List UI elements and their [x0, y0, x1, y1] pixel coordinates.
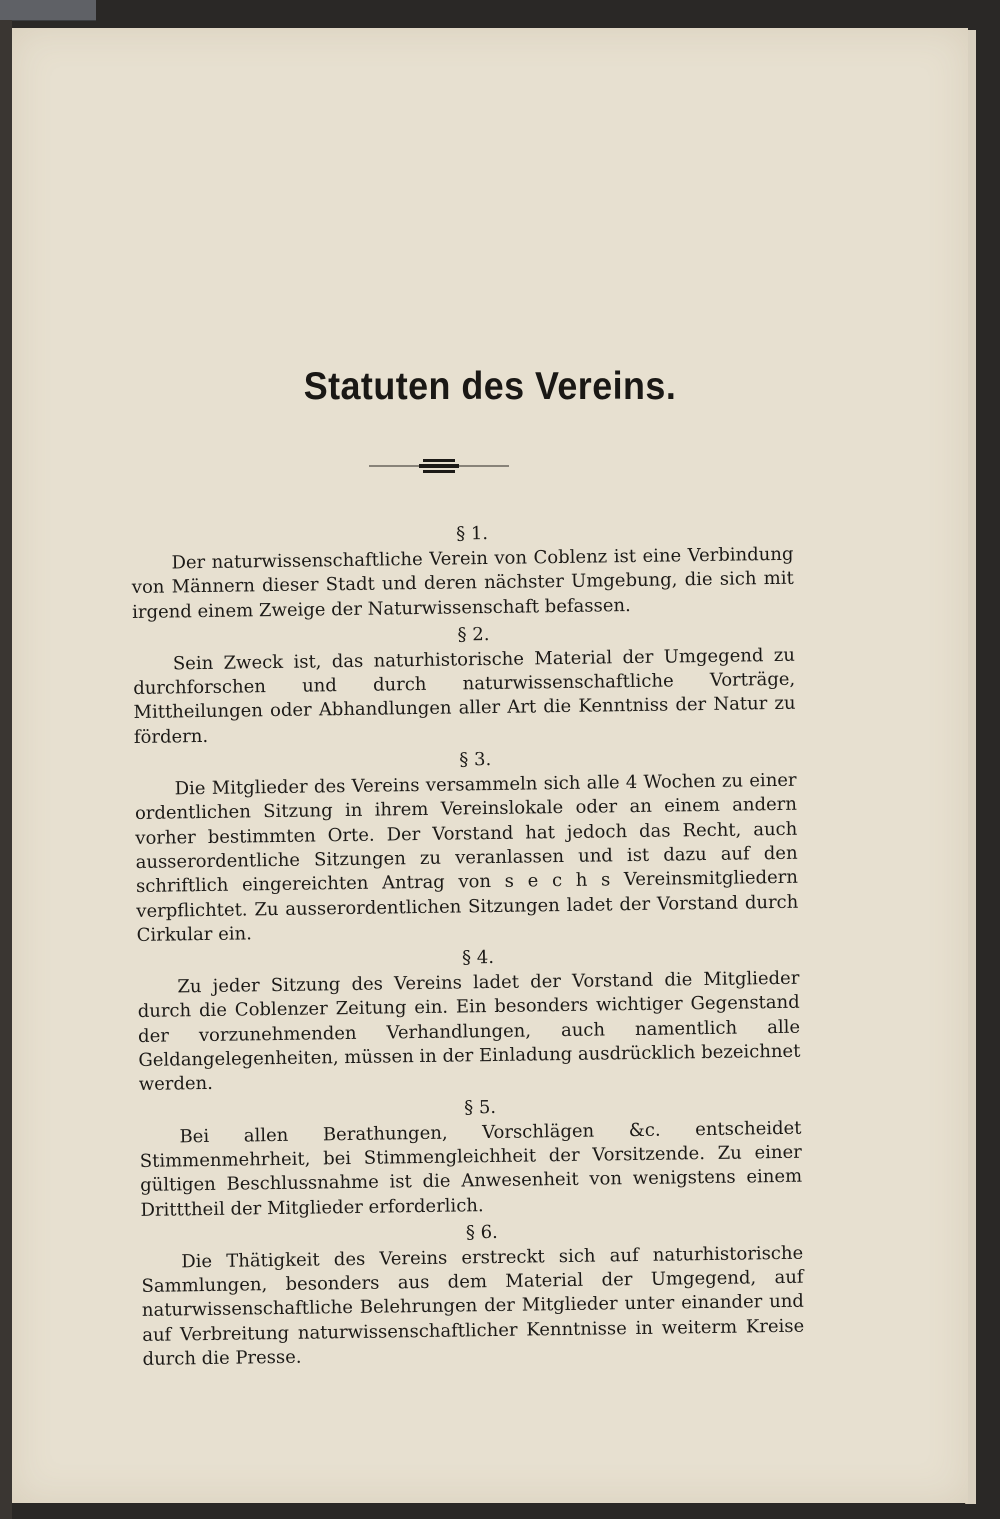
section-text: Der naturwissenschaftliche Verein von Coblenz ist eine Verbindung von Männern dieser Stadt und deren nächster Umgebung, die sich mit irgend einem Zweige der Naturwissenschaft befassen. — [131, 543, 794, 623]
section-number: § 6. — [465, 1221, 498, 1244]
section-number: § 1. — [456, 523, 489, 545]
section-number: § 2. — [457, 623, 490, 646]
section-number: § 4. — [461, 947, 495, 969]
page-title: Statuten des Vereins. — [303, 365, 677, 408]
scan-corner-tab — [0, 0, 96, 21]
section-number: § 5. — [464, 1096, 497, 1119]
section-2 — [132, 620, 796, 750]
section-4 — [137, 943, 801, 1098]
book-spine — [0, 20, 12, 1519]
section-text: Die Thätigkeit des Vereins erstreckt sich auf naturhistorische Sammlungen, besonders aus dem Material der Umgegend, auf naturwissenschaftliche Belehrungen der Mitglieder unter einander und auf Verbreitung naturwissenschaftlicher Kenntnisse in weiterm Kreise durch die Presse. — [141, 1242, 805, 1370]
section-text: Zu jeder Sitzung des Vereins ladet der Vorstand die Mitglieder durch die Coblenzer Zeitung ein. Ein besonders wichtiger Gegenstand der vorzunehmenden Verhandlungen, auch namentlich alle Geldangelegenheiten, müssen in der Einladung ausdrücklich bezeichnet werden. — [137, 967, 801, 1096]
section-5 — [139, 1092, 803, 1222]
section-text: Bei allen Berathungen, Vorschlägen &c. entscheidet Stimmenmehrheit, bei Stimmengleichheit der Vorsitzende. Zu einer gültigen Beschlussnahme ist die Anwesenheit von wenigstens einem Dritttheil der Mitglieder erforderlich. — [139, 1117, 803, 1221]
section-text: Die Mitglieder des Vereins versammeln sich alle 4 Wochen zu einer ordentlichen Sitzung in ihrem Vereinslokale oder an einem andern vorher bestimmten Orte. Der Vorstand hat jedoch das Recht, auch ausserordentliche Sitzungen zu veranlassen und ist dazu auf den schriftlich eingereichten Antrag von s e c h s Vereinsmitgliedern verpflichtet. Zu ausserordentlichen Sitzungen ladet der Vorstand durch Cirkular ein. — [134, 769, 799, 946]
statutes-body — [131, 519, 805, 1376]
section-number: § 3. — [459, 749, 492, 771]
section-3 — [134, 745, 799, 948]
page — [12, 28, 968, 1503]
title-ornament — [369, 454, 509, 480]
section-text: Sein Zweck ist, das naturhistorische Material der Umgegend zu durchforschen und durch naturwissenschaftliche Vorträge, Mittheilungen oder Abhandlungen aller Art die Kenntniss der Natur zu fördern. — [133, 644, 796, 748]
section-1 — [131, 519, 794, 625]
section-6 — [141, 1218, 805, 1373]
